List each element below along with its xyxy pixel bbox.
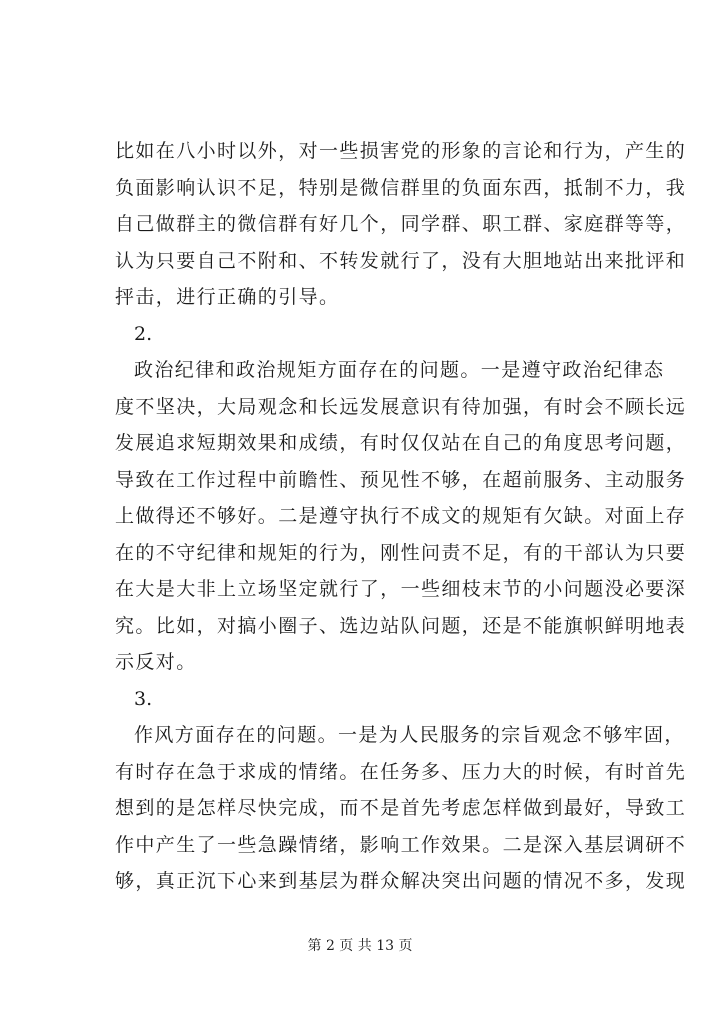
text-line: 政治纪律和政治规矩方面存在的问题。一是遵守政治纪律态 xyxy=(134,359,665,381)
text-line: 想到的是怎样尽快完成，而不是首先考虑怎样做到最好，导致工 xyxy=(115,797,687,819)
text-line: 导致在工作过程中前瞻性、预见性不够，在超前服务、主动服务 xyxy=(115,468,687,491)
text-line: 作风方面存在的问题。一是为人民服务的宗旨观念不够牢固， xyxy=(134,724,685,746)
text-line: 认为只要自己不附和、不转发就行了，没有大胆地站出来批评和 xyxy=(115,249,687,272)
text-line: 上做得还不够好。二是遵守执行不成文的规矩有欠缺。对面上存 xyxy=(115,505,687,527)
text-line: 抨击，进行正确的引导。 xyxy=(115,286,340,308)
text-line: 自己做群主的微信群有好几个，同学群、职工群、家庭群等等， xyxy=(115,213,687,235)
page-footer: 第 2 页 共 13 页 xyxy=(307,938,413,954)
text-line: 够，真正沉下心来到基层为群众解决突出问题的情况不多，发现 xyxy=(115,870,687,892)
text-line: 负面影响认识不足，特别是微信群里的负面东西，抵制不力，我 xyxy=(115,176,687,199)
text-line: 在大是大非上立场坚定就行了，一些细枝末节的小问题没必要深 xyxy=(115,578,687,600)
text-line: 比如在八小时以外，对一些损害党的形象的言论和行为，产生的 xyxy=(115,140,687,162)
section-number: 3. xyxy=(134,687,153,710)
text-line: 有时存在急于求成的情绪。在任务多、压力大的时候，有时首先 xyxy=(115,760,687,783)
text-line: 度不坚决，大局观念和长远发展意识有待加强，有时会不顾长远 xyxy=(115,395,687,418)
text-line: 示反对。 xyxy=(115,651,197,673)
section-number: 2. xyxy=(134,322,153,345)
text-line: 究。比如，对搞小圈子、选边站队问题，还是不能旗帜鲜明地表 xyxy=(115,614,687,637)
body-text xyxy=(115,133,687,900)
text-line: 发展追求短期效果和成绩，有时仅仅站在自己的角度思考问题， xyxy=(115,432,687,454)
text-line: 作中产生了一些急躁情绪，影响工作效果。二是深入基层调研不 xyxy=(115,833,687,856)
text-line: 在的不守纪律和规矩的行为，刚性问责不足，有的干部认为只要 xyxy=(115,541,687,564)
